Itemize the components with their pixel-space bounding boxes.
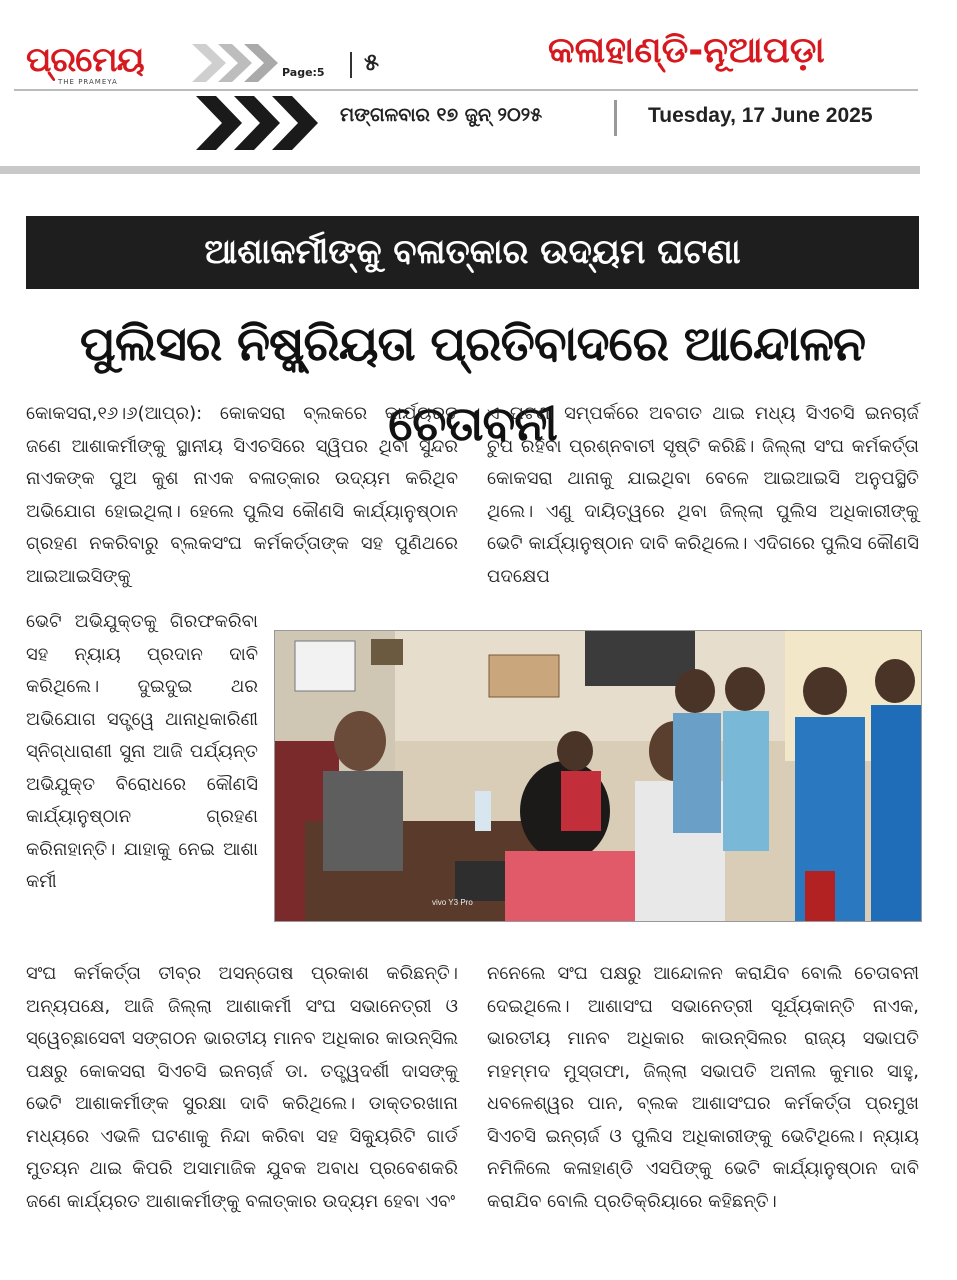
newspaper-logo: ପ୍ରମେୟ	[26, 40, 144, 80]
article-column-1-wrap	[26, 606, 258, 899]
newspaper-logo-subtitle: THE PRAMEYA	[58, 78, 118, 86]
date-separator	[614, 100, 617, 136]
article-paragraph: ନନେଲେ ସଂଘ ପକ୍ଷରୁ ଆନ୍ଦୋଳନ କରାଯିବ ବୋଲି ଚେତାବନୀ ଦେଇଥିଲେ। ଆଶାସଂଘ ସଭାନେତ୍ରୀ ସୂର୍ଯ୍ୟକାନ୍ତି ନାଏକ, ଭାରତୀୟ ମାନବ ଅଧିକାର କାଉନ୍ସିଲର ରାଜ୍ୟ ସଭାପତି ମହମ୍ମଦ ମୁସ୍ତାଫା, ଜିଲ୍ଲା ସଭାପତି ଅନୀଲ କୁମାର ସାହୁ, ଧବଳେଶ୍ୱର ପାନ, ବ୍ଲକ ଆଶାସଂଘର କର୍ମକର୍ତ୍ତା ପ୍ରମୁଖ ସିଏଚସି ଇନ୍‌ଚାର୍ଜ ଓ ପୁଲିସ ଅଧିକାରୀଙ୍କୁ ଭେଟିଥିଲେ। ନ୍ୟାୟ ନମିଳିଲେ କଳାହାଣ୍ଡି ଏସପିଙ୍କୁ ଭେଟି କାର୍ଯ୍ୟାନୁଷ୍ଠାନ ଦାବି କରାଯିବ ବୋଲି ପ୍ରତିକ୍ରିୟାରେ କହିଛନ୍ତି।	[487, 963, 919, 1212]
article-paragraph: କୋକସରା,୧୬।୬(ଆପ୍ର): କୋକସରା ବ୍ଲକରେ କାର୍ଯ୍ୟରତ ଜଣେ ଆଶାକର୍ମୀଙ୍କୁ ସ୍ଥାନୀୟ ସିଏଚସିରେ ସ୍ୱିପର ଥିବା ସୁନ୍ଦର ନାଏକଙ୍କ ପୁଅ କୁଶ ନାଏକ ବଳାତ୍କାର ଉଦ୍ୟମ କରିଥିବ ଅଭିଯୋଗ ହୋଇଥିଲା। ହେଲେ ପୁଲିସ କୌଣସି କାର୍ଯ୍ୟାନୁଷ୍ଠାନ ଗ୍ରହଣ ନକରିବାରୁ ବ୍ଲକସଂଘ କର୍ମକର୍ତ୍ତାଙ୍କ ସହ ପୁଣିଥରେ ଆଇଆଇସିଙ୍କୁ	[26, 403, 458, 587]
article-column-1-top	[26, 398, 458, 593]
section-title: କଳାହାଣ୍ଡି-ନୂଆପଡ଼ା	[548, 30, 825, 71]
article-column-2-bottom	[487, 958, 919, 1218]
article-paragraph: ଏ ଘଟଣା ସମ୍ପର୍କରେ ଅବଗତ ଥାଇ ମଧ୍ୟ ସିଏଚସି ଇନଚାର୍ଜ ଚୁପ ରହିବା ପ୍ରଶ୍ନବାଚୀ ସୃଷ୍ଟି କରିଛି। ଜିଲ୍ଲା ସଂଘ କର୍ମକର୍ତ୍ତା କୋକସରା ଥାନାକୁ ଯାଇଥିବା ବେଳେ ଆଇଆଇସି ଅନୁପସ୍ଥିତି ଥିଲେ। ଏଣୁ ଦାୟିତ୍ୱରେ ଥିବା ଜିଲ୍ଲା ପୁଲିସ ଅଧିକାରୀଙ୍କୁ ଭେଟି କାର୍ଯ୍ୟାନୁଷ୍ଠାନ ଦାବି କରିଥିଲେ। ଏଦିଗରେ ପୁଲିସ କୌଣସି ପଦକ୍ଷେପ	[487, 403, 919, 587]
article-paragraph: ସଂଘ କର୍ମକର୍ତ୍ତା ତୀବ୍ର ଅସନ୍ତୋଷ ପ୍ରକାଶ କରିଛନ୍ତି। ଅନ୍ୟପକ୍ଷେ, ଆଜି ଜିଲ୍ଲା ଆଶାକର୍ମୀ ସଂଘ ସଭାନେତ୍ରୀ ଓ ସ୍ୱେଚ୍ଛାସେବୀ ସଙ୍ଗଠନ ଭାରତୀୟ ମାନବ ଅଧିକାର କାଉନ୍ସିଲ ପକ୍ଷରୁ କୋକସରା ସିଏଚସି ଇନଚାର୍ଜ ଡା. ତତ୍ତ୍ୱଦର୍ଶୀ ଦାସଙ୍କୁ ଭେଟି ଆଶାକର୍ମୀଙ୍କ ସୁରକ୍ଷା ଦାବି କରିଥିଲେ। ଡାକ୍ତରଖାନା ମଧ୍ୟରେ ଏଭଳି ଘଟଣାକୁ ନିନ୍ଦା କରିବା ସହ ସିକ୍ୟୁରିଟି ଗାର୍ଡ ମୁତୟନ ଥାଇ କିପରି ଅସାମାଜିକ ଯୁବକ ଅବାଧ ପ୍ରବେଶକରି ଜଣେ କାର୍ଯ୍ୟରତ ଆଶାକର୍ମୀଙ୍କୁ ବଳାତ୍କାର ଉଦ୍ୟମ ହେବା ଏବଂ	[26, 963, 458, 1212]
page-separator	[350, 52, 352, 78]
article-column-2-top	[487, 398, 919, 593]
article-column-1-bottom	[26, 958, 458, 1218]
chevron-decoration-icon	[192, 44, 282, 82]
header-band	[0, 166, 920, 174]
article-kicker: ଆଶାକର୍ମୀଙ୍କୁ ବଳାତ୍କାର ଉଦ୍ୟମ ଘଟଣା	[204, 232, 741, 272]
article-headline: ପୁଲିସର ନିଷ୍କ୍ରିୟତା ପ୍ରତିବାଦରେ ଆନ୍ଦୋଳନ ଚେତାବନୀ	[79, 316, 866, 452]
article-photo	[274, 630, 922, 922]
date-english: Tuesday, 17 June 2025	[648, 104, 873, 127]
header-rule	[14, 89, 918, 91]
chevron-arrows-icon	[196, 96, 320, 150]
page-number: ୫	[364, 48, 379, 76]
article-paragraph: ଭେଟି ଅଭିଯୁକ୍ତକୁ ଗିରଫକରିବା ସହ ନ୍ୟାୟ ପ୍ରଦାନ ଦାବି କରିଥିଲେ। ଦୁଇଦୁଇ ଥର ଅଭିଯୋଗ ସତ୍ତ୍ୱେ ଥାନାଧିକାରିଣୀ ସ୍ନିଗ୍ଧାରାଣୀ ସୁନା ଆଜି ପର୍ଯ୍ୟନ୍ତ ଅଭିଯୁକ୍ତ ବିରୋଧରେ କୌଣସି କାର୍ଯ୍ୟାନୁଷ୍ଠାନ ଗ୍ରହଣ କରିନାହାନ୍ତି। ଯାହାକୁ ନେଇ ଆଶା କର୍ମୀ	[26, 611, 258, 892]
office-meeting-photo-illustration	[275, 631, 921, 921]
page-label: Page:5	[282, 66, 325, 79]
date-odia: ମଙ୍ଗଳବାର ୧୭ ଜୁନ୍ ୨୦୨୫	[340, 104, 543, 126]
photo-watermark: vivo Y3 Pro	[432, 898, 473, 907]
